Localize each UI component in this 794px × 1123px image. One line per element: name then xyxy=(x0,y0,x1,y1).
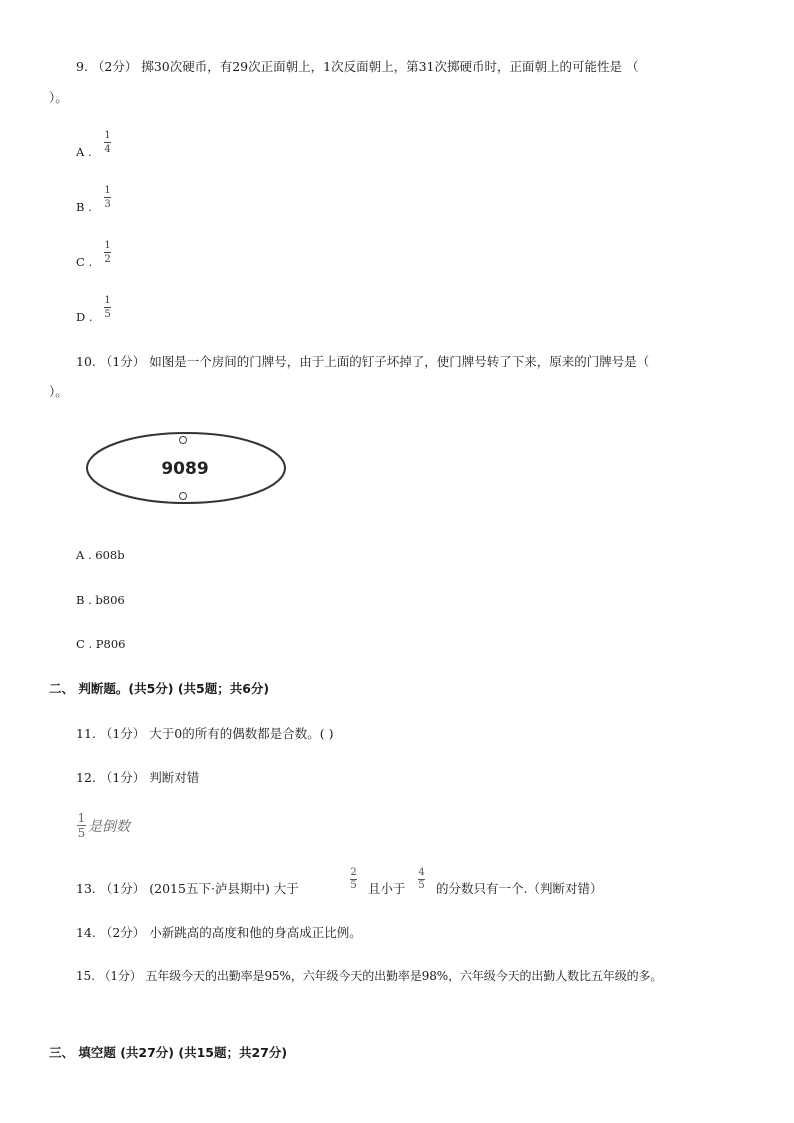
q12-text: 12. （1分） 判断对错 xyxy=(76,770,200,785)
fraction-numerator: 4 xyxy=(418,867,425,878)
q15-text: 15. （1分） 五年级今天的出勤率是95%，六年级今天的出勤率是98%，六年级今天的出勤人数比五年级的多。 xyxy=(76,969,663,983)
q10-text-line1: 10. （1分） 如图是一个房间的门牌号，由于上面的钉子坏掉了，使门牌号转了下来，原来的门牌号是（ xyxy=(76,354,650,369)
q13-text-a: 13. （1分） (2015五下·泸县期中) 大于 xyxy=(76,881,299,896)
option-fraction xyxy=(104,240,111,265)
q10-option-b: B . b806 xyxy=(76,593,125,607)
q13-fraction-2 xyxy=(418,868,425,891)
q10-option-a: A . 608b xyxy=(76,548,125,562)
option-fraction xyxy=(104,130,111,155)
fraction-numerator: 1 xyxy=(77,811,86,825)
section-3-title: 三、 填空题 (共27分) (共15题；共27分) xyxy=(49,1045,288,1060)
q12-image-text: 是倒数 xyxy=(88,818,130,835)
door-plate-figure xyxy=(84,430,290,506)
option-label: A . xyxy=(76,145,92,159)
q14-text: 14. （2分） 小新跳高的高度和他的身高成正比例。 xyxy=(76,925,362,940)
fraction-denominator: 4 xyxy=(104,144,111,155)
fraction-numerator: 1 xyxy=(104,240,111,251)
fraction-numerator: 1 xyxy=(104,130,111,141)
fraction-denominator: 3 xyxy=(104,199,111,210)
q9-text-line2: ）。 xyxy=(49,90,68,105)
nail-hole-bottom xyxy=(180,493,187,500)
option-label: C . xyxy=(76,255,93,269)
fraction-denominator: 5 xyxy=(350,880,357,891)
section-2-title: 二、 判断题。(共5分) (共5题；共6分) xyxy=(49,681,270,696)
option-fraction xyxy=(104,185,111,210)
fraction-numerator: 1 xyxy=(104,185,111,196)
fraction-denominator: 5 xyxy=(77,826,86,840)
q10-text-line2: ）。 xyxy=(49,384,68,399)
q11-text: 11. （1分） 大于0的所有的偶数都是合数。( ) xyxy=(76,726,334,741)
nail-hole-top xyxy=(180,437,187,444)
fraction-denominator: 5 xyxy=(418,880,425,891)
option-fraction xyxy=(104,295,111,320)
fraction-numerator: 2 xyxy=(350,867,357,878)
fraction-numerator: 1 xyxy=(104,295,111,306)
fraction-denominator: 2 xyxy=(104,254,111,265)
door-plate-number: 9089 xyxy=(161,459,209,479)
q10-option-c: C . P806 xyxy=(76,637,126,651)
fraction-denominator: 5 xyxy=(104,309,111,320)
option-label: D . xyxy=(76,310,93,324)
option-label: B . xyxy=(76,200,92,214)
q13-text-c: 的分数只有一个.（判断对错） xyxy=(436,881,603,896)
q13-fraction-1 xyxy=(350,868,357,891)
q13-text-b: 且小于 xyxy=(368,881,406,896)
q9-text-line1: 9. （2分） 掷30次硬币，有29次正面朝上，1次反面朝上，第31次掷硬币时，正面朝上的可能性是 （ xyxy=(76,59,639,74)
q12-image xyxy=(77,812,130,839)
